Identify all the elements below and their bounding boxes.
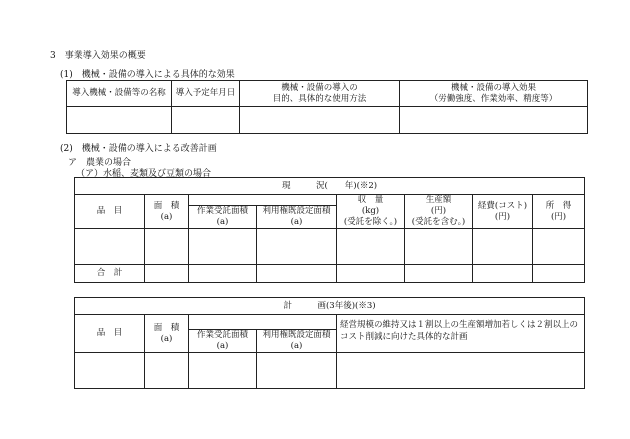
cell-effect[interactable]: [400, 107, 588, 134]
col-yield: 収 量 (kg) (受託を除く。): [337, 195, 405, 229]
col-equipment-name: 導入機械・設備等の名称: [67, 81, 172, 107]
cell-equipment-name[interactable]: [67, 107, 172, 134]
plan-col-rights-area: 利用権既設定面積 (a): [257, 330, 337, 353]
plan-col-item: 品 目: [75, 315, 145, 353]
cell-area[interactable]: [145, 229, 189, 265]
subsection-2-heading: (2) 機械・設備の導入による改善計画: [60, 144, 217, 154]
total-rights-area[interactable]: [257, 265, 337, 283]
plan-cell-area[interactable]: [145, 353, 189, 389]
plan-title: 計 画(3年後)(※3): [75, 298, 585, 315]
plan-cell-description[interactable]: [337, 353, 585, 389]
col-contract-area: 作業受託面積 (a): [189, 206, 257, 229]
total-income[interactable]: [533, 265, 585, 283]
col-cost: 経費(コスト) (円): [473, 195, 533, 229]
cell-contract-area[interactable]: [189, 229, 257, 265]
rice-wheat-beans-heading: （ア）水稲、麦類及び豆類の場合: [76, 169, 212, 179]
effects-table: [66, 80, 588, 134]
agriculture-heading: ア 農業の場合: [68, 158, 132, 168]
subsection-1-heading: (1) 機械・設備の導入による具体的な効果: [60, 70, 235, 80]
total-label: 合 計: [75, 265, 145, 283]
plan-table: [74, 297, 585, 389]
current-status-table: [74, 177, 585, 283]
total-yield[interactable]: [337, 265, 405, 283]
plan-cell-contract-area[interactable]: [189, 353, 257, 389]
cell-purpose[interactable]: [240, 107, 400, 134]
total-contract-area[interactable]: [189, 265, 257, 283]
total-area[interactable]: [145, 265, 189, 283]
col-item: 品 目: [75, 195, 145, 229]
col-planned-date: 導入予定年月日: [172, 81, 240, 107]
col-rights-area: 利用権既設定面積 (a): [257, 206, 337, 229]
col-area: 面 積 (a): [145, 195, 189, 229]
cell-income[interactable]: [533, 229, 585, 265]
cell-item[interactable]: [75, 229, 145, 265]
plan-col-description: 経営規模の維持又は１割以上の生産額増加若しくは２割以上のコスト削減に向けた具体的な計画: [337, 315, 585, 353]
col-purpose: 機械・設備の導入の 目的、具体的な使用方法: [240, 81, 400, 107]
col-income: 所 得 (円): [533, 195, 585, 229]
col-production: 生産額 (円) (受託を含む。): [405, 195, 473, 229]
cell-planned-date[interactable]: [172, 107, 240, 134]
plan-cell-item[interactable]: [75, 353, 145, 389]
plan-col-area: 面 積 (a): [145, 315, 189, 353]
total-cost[interactable]: [473, 265, 533, 283]
cell-production[interactable]: [405, 229, 473, 265]
current-status-title: 現 況( 年)(※2): [75, 178, 585, 195]
cell-cost[interactable]: [473, 229, 533, 265]
cell-rights-area[interactable]: [257, 229, 337, 265]
total-production[interactable]: [405, 265, 473, 283]
cell-yield[interactable]: [337, 229, 405, 265]
section-3-heading: 3 事業導入効果の概要: [50, 51, 146, 61]
plan-cell-rights-area[interactable]: [257, 353, 337, 389]
plan-col-contract-area: 作業受託面積 (a): [189, 330, 257, 353]
col-effect: 機械・設備の導入効果 （労働強度、作業効率、精度等）: [400, 81, 588, 107]
